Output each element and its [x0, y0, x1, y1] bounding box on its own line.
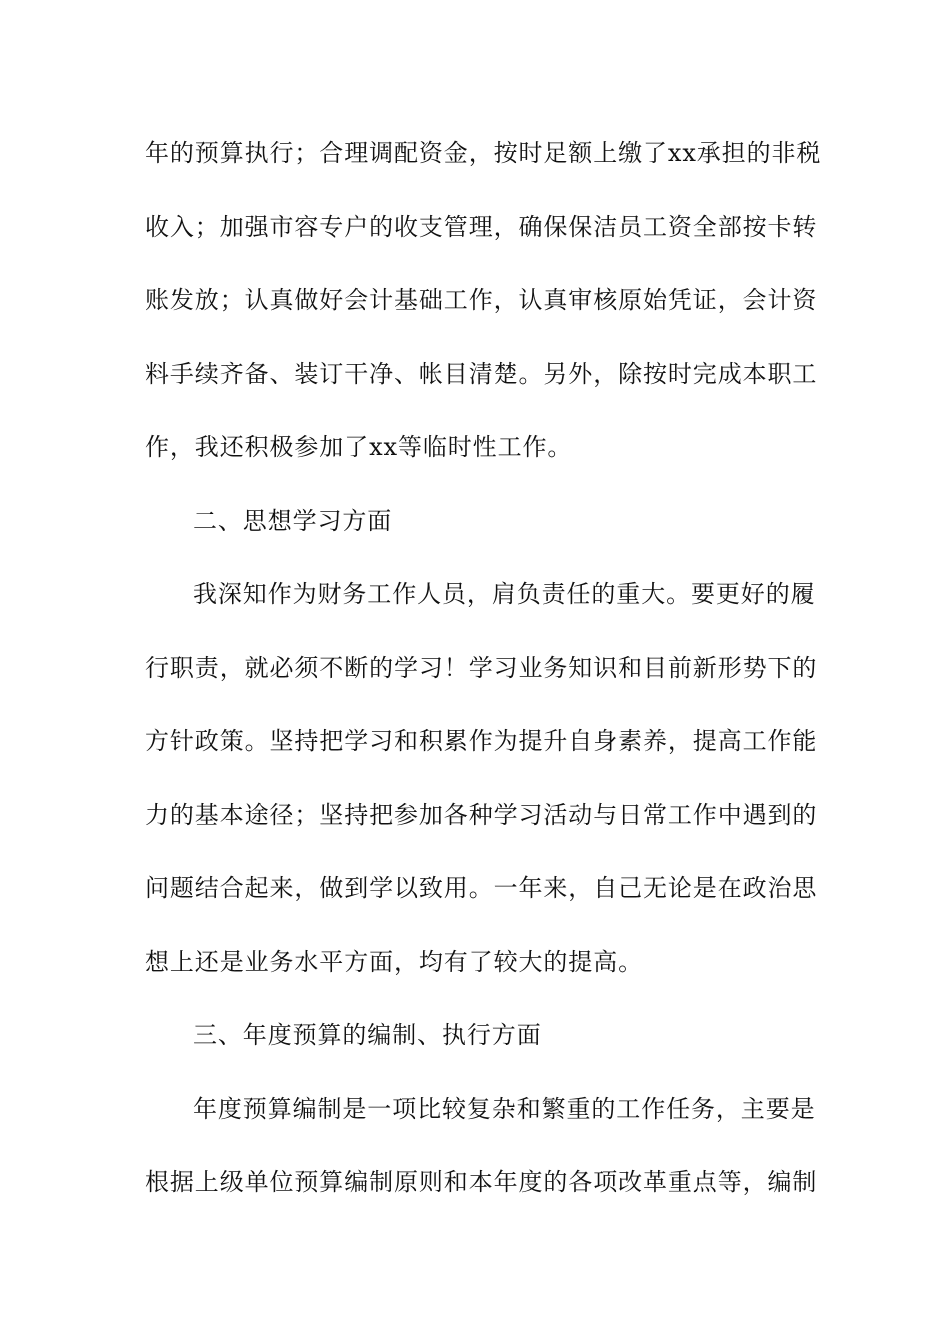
text-line: 我深知作为财务工作人员，肩负责任的重大。要更好的履: [193, 580, 816, 608]
text-line: 收入；加强市容专户的收支管理，确保保洁员工资全部按卡转: [145, 212, 818, 241]
text-line: 方针政策。坚持把学习和积累作为提升自身素养，提高工作能: [145, 727, 818, 755]
text-line: 根据上级单位预算编制原则和本年度的各项改革重点等，编制: [145, 1168, 818, 1196]
section-heading: 二、思想学习方面: [193, 506, 393, 535]
text-line: 问题结合起来，做到学以致用。一年来，自己无论是在政治思: [145, 874, 818, 902]
text-line: 力的基本途径；坚持把参加各种学习活动与日常工作中遇到的: [145, 800, 818, 829]
text-line: 想上还是业务水平方面，均有了较大的提高。: [145, 947, 643, 976]
text-line: 账发放；认真做好会计基础工作，认真审核原始凭证，会计资: [145, 286, 818, 314]
text-line: 行职责，就必须不断的学习！学习业务知识和目前新形势下的: [145, 653, 818, 682]
text-line: 年的预算执行；合理调配资金，按时足额上缴了xx承担的非税: [145, 139, 822, 167]
body-text: [145, 128, 822, 1231]
text-line: 年度预算编制是一项比较复杂和繁重的工作任务，主要是: [193, 1094, 816, 1123]
text-line: 作，我还积极参加了xx等临时性工作。: [145, 433, 573, 461]
text-line: 料手续齐备、装订干净、帐目清楚。另外，除按时完成本职工: [145, 359, 818, 388]
section-heading: 三、年度预算的编制、执行方面: [193, 1021, 542, 1049]
